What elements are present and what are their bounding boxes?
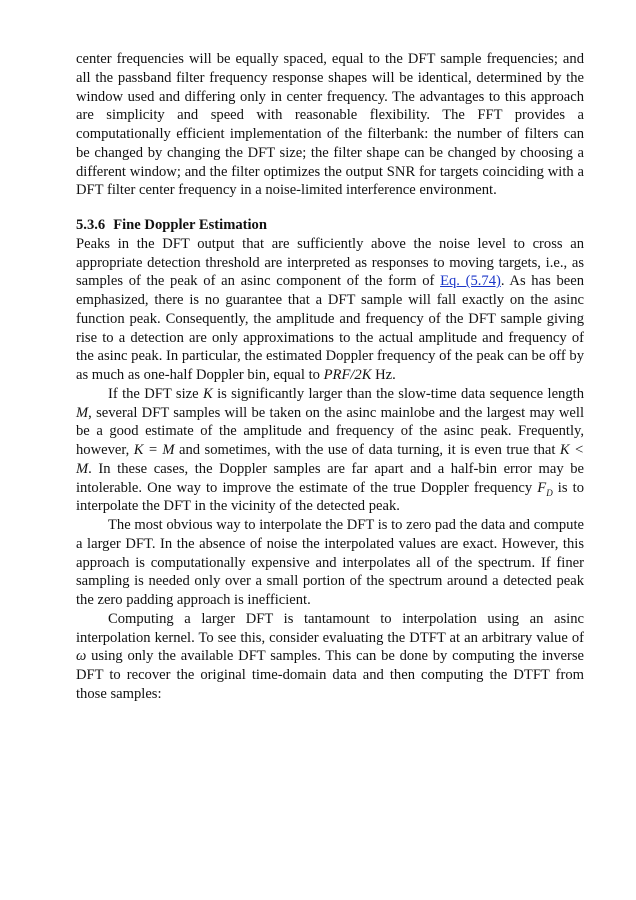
section-heading bbox=[76, 216, 584, 235]
paragraph-text: . As has been emphasized, there is no guarantee that a DFT sample will fall exactly on the asinc function peak. Consequently, the amplitude and frequency of the DFT sample giving rise to a detection are only approximations to the actual amplitude and frequency of the asinc peak. In particular, the estimated Doppler frequency of the peak can be off by as much as one-half Doppler bin, equal to bbox=[76, 273, 584, 383]
paragraph-text: If the DFT size bbox=[108, 385, 203, 402]
paragraph-text: is to interpolate the DFT in the vicinity of the detected peak. bbox=[76, 479, 584, 515]
paragraph-text: using only the available DFT samples. This can be done by computing the inverse DFT to recover the original time-domain data and then computing the DTFT from those samples: bbox=[76, 648, 584, 702]
paragraph-text: . In these cases, the Doppler samples are far apart and a half-bin error may be intolerable. One way to improve the estimate of the true Doppler frequency bbox=[76, 460, 584, 496]
paragraph-text: Peaks in the DFT output that are sufficiently above the noise level to cross an appropriate detection threshold are interpreted as responses to moving targets, i.e., as samples of the peak of an asinc component of the form of bbox=[76, 235, 584, 290]
equation-k-less-m: K < M bbox=[76, 442, 584, 477]
section-number: 5.3.6 bbox=[76, 217, 106, 233]
intro-paragraph: center frequencies will be equally spaced, equal to the DFT sample frequencies; and all the passband filter frequency response shapes will be identical, determined by the window used and differing only in center frequency. The advantages to this approach are simplicity and speed with reasonable flexibility. The FFT provides a computationally efficient implementation of the filterbank: the number of filters can be changed by changing the DFT size; the filter shape can be changed by choosing a different window; and the filter optimizes the output SNR for targets coinciding with a DFT filter center frequency in a noise-limited interference environment. bbox=[76, 51, 584, 199]
paragraph-peaks bbox=[76, 235, 584, 385]
symbol-f: F bbox=[537, 479, 547, 496]
paragraph-text: is significantly larger than the slow-time data sequence length bbox=[212, 385, 584, 402]
paragraph-text: and sometimes, with the use of data turning, it is even true that bbox=[174, 442, 560, 458]
equation-k-equals-m: K = M bbox=[133, 442, 175, 458]
symbol-omega: ω bbox=[76, 648, 87, 665]
page-body bbox=[76, 50, 584, 704]
paragraph-dft-size bbox=[76, 385, 584, 516]
section-title: Fine Doppler Estimation bbox=[113, 217, 267, 233]
paragraph-text: Computing a larger DFT is tantamount to interpolation using an asinc interpolation kernel. To see this, consider evaluating the DTFT at an arbitrary value of bbox=[76, 610, 584, 646]
formula-prf-2k: PRF/2K bbox=[323, 367, 372, 383]
equation-link-5-74[interactable]: Eq. (5.74) bbox=[440, 273, 501, 290]
symbol-f-subscript: D bbox=[546, 487, 553, 498]
paragraph-text: , several DFT samples will be taken on the asinc mainlobe and the largest may well be a good estimate of the amplitude and frequency of the asinc peak. Frequently, however, bbox=[76, 404, 584, 458]
paragraph-interpolation bbox=[76, 610, 584, 704]
paragraph-zero-pad: The most obvious way to interpolate the DFT is to zero pad the data and compute a larger DFT. In the absence of noise the interpolated values are exact. However, this approach is computationally expensive and interpolates all of the spectrum. If finer sampling is needed only over a small portion of the spectrum around a detected peak the zero padding approach is inefficient. bbox=[76, 517, 584, 608]
paragraph-text: Hz. bbox=[371, 367, 396, 383]
symbol-k: K bbox=[202, 385, 213, 402]
symbol-m: M bbox=[76, 404, 89, 421]
